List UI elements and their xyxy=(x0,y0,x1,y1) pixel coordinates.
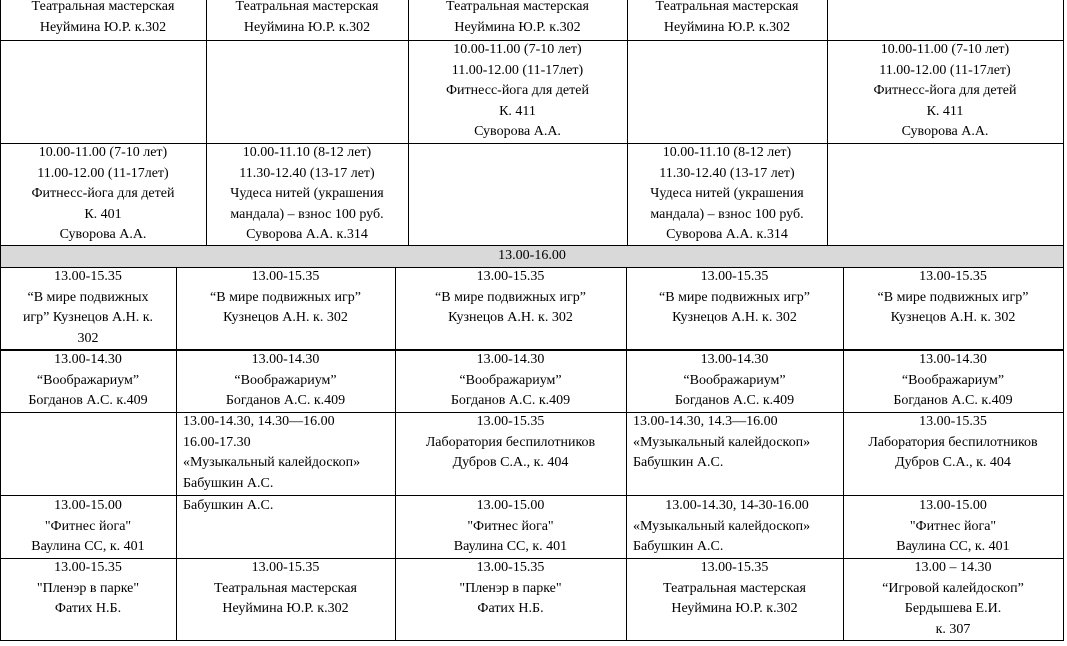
cell-line: 13.00-14.30 xyxy=(476,352,545,367)
cell-line: Театральная мастерская xyxy=(235,0,379,14)
cell-line: 13.00-14.30, 14-30-16.00 xyxy=(665,498,809,513)
cell-line: Театральная мастерская xyxy=(31,0,175,14)
cell-line: “Воображариум” xyxy=(683,372,786,388)
cell-line: Кузнецов А.Н. к. 302 xyxy=(890,310,1016,325)
cell-line: “В мире подвижных xyxy=(27,289,149,305)
cell-imagin-c3 xyxy=(395,350,626,412)
cell-line: Фитнесс-йога для детей xyxy=(873,83,1017,98)
cell-fitness-c5 xyxy=(827,40,1063,143)
cell-last-c3 xyxy=(395,558,626,620)
cell-line: Богданов А.С. к.409 xyxy=(450,393,571,408)
cell-line: «Музыкальный калейдоскоп» xyxy=(633,434,811,450)
cell-line: 10.00-11.00 (7-10 лет) xyxy=(880,42,1010,57)
cell-line: Ваулина СС, к. 401 xyxy=(896,539,1010,554)
cell-line: 13.00-15.00 xyxy=(476,498,545,513)
cell-drones-c5 xyxy=(843,412,1063,474)
cell-line: Бабушкин А.С. xyxy=(183,498,274,513)
cell-line: Театральная мастерская xyxy=(214,580,357,596)
cell-line: Фитнесс-йога для детей xyxy=(446,83,589,98)
cell-line: 13.00-15.00 xyxy=(54,498,122,513)
cell-line: 13.00-15.00 xyxy=(919,498,987,513)
cell-mixed-c2 xyxy=(206,143,408,246)
cell-line: Неуймина Ю.Р. к.302 xyxy=(663,19,791,35)
cell-line: «Музыкальный калейдоскоп» xyxy=(633,518,811,534)
cell-line: 13.00-14.30 xyxy=(700,352,769,367)
cell-theatre-c3 xyxy=(408,0,627,38)
cell-imagin-c5 xyxy=(843,350,1063,412)
cell-last-c1 xyxy=(0,558,176,620)
cell-line: Суворова А.А. xyxy=(901,124,989,139)
cell-theatre-c4 xyxy=(627,0,827,38)
cell-line: Богданов А.С. к.409 xyxy=(28,393,148,408)
cell-line: Бабушкин А.С. xyxy=(633,539,724,554)
cell-line: Дубров С.А., к. 404 xyxy=(452,455,569,470)
cell-music-c2 xyxy=(176,412,395,494)
cell-mixed-c4 xyxy=(627,143,827,246)
cell-line: “В мире подвижных игр” xyxy=(210,289,361,305)
cell-line: К. 411 xyxy=(499,103,536,119)
cell-line: Театральная мастерская xyxy=(446,0,589,14)
cell-last-c4 xyxy=(626,558,843,620)
cell-line: 13.00-15.35 xyxy=(251,560,320,575)
cell-line: Лаборатория беспилотников xyxy=(868,434,1038,450)
cell-line: "Пленэр в парке" xyxy=(36,580,140,596)
cell-line: Фитнесс-йога для детей xyxy=(31,186,175,201)
cell-line: Театральная мастерская xyxy=(663,580,806,596)
cell-line: “Игровой калейдоскоп” xyxy=(882,580,1024,596)
cell-line: 13.00-15.35 xyxy=(700,560,769,575)
cell-line: Чудеса нитей (украшения xyxy=(650,186,804,201)
cell-line: 13.00-15.35 xyxy=(476,269,545,284)
cell-line: 13.00-14.30, 14.3—16.00 xyxy=(633,414,778,429)
cell-line: 13.00-15.35 xyxy=(54,269,122,284)
cell-line: "Пленэр в парке" xyxy=(459,580,562,596)
cell-line: Неуймина Ю.Р. к.302 xyxy=(454,19,581,35)
cell-line: 11.00-12.00 (11-17лет) xyxy=(879,62,1011,78)
cell-line: “В мире подвижных игр” xyxy=(877,289,1029,305)
col-divider xyxy=(1063,0,1064,246)
cell-line: Суворова А.А. к.314 xyxy=(666,227,788,242)
cell-line: "Фитнес йога" xyxy=(467,518,554,534)
cell-line: 13.00-15.35 xyxy=(476,414,545,429)
cell-line: “Воображариум” xyxy=(459,372,562,388)
cell-line: Суворова А.А. xyxy=(59,227,147,242)
cell-line: 13.00-15.35 xyxy=(476,560,545,575)
cell-line: Кузнецов А.Н. к. 302 xyxy=(672,310,797,325)
cell-games-c2 xyxy=(176,267,395,329)
cell-line: 11.30-12.40 (13-17 лет) xyxy=(239,165,375,181)
cell-line: “Воображариум” xyxy=(901,372,1005,388)
cell-theatre-c1 xyxy=(0,0,206,38)
cell-line: Бабушкин А.С. xyxy=(183,475,274,491)
cell-line: Фатих Н.Б. xyxy=(54,601,122,616)
cell-line: К. 411 xyxy=(926,103,964,119)
cell-line: 10.00-11.10 (8-12 лет) xyxy=(662,145,792,160)
cell-line: К. 401 xyxy=(84,206,122,222)
cell-line: 10.00-11.00 (7-10 лет) xyxy=(453,42,582,57)
cell-yoga-c5 xyxy=(843,496,1063,558)
cell-theatre-c2 xyxy=(206,0,408,38)
cell-line: Фатих Н.Б. xyxy=(477,601,544,616)
cell-line: Богданов А.С. к.409 xyxy=(893,393,1013,408)
row-divider xyxy=(0,640,1064,641)
cell-fitness-c3 xyxy=(408,40,627,143)
cell-line: Неуймина Ю.Р. к.302 xyxy=(671,601,798,616)
cell-line: 10.00-11.00 (7-10 лет) xyxy=(38,145,168,160)
cell-line: 13.00-15.35 xyxy=(700,269,769,284)
cell-line: 11.00-12.00 (11-17лет) xyxy=(451,62,584,78)
cell-line: 13.00-14.30 xyxy=(251,352,320,367)
cell-line: Лаборатория беспилотников xyxy=(425,434,596,450)
cell-line: Неуймина Ю.Р. к.302 xyxy=(222,601,349,616)
cell-line: 13.00-15.35 xyxy=(54,560,122,575)
cell-line: 13.00 – 14.30 xyxy=(914,560,992,575)
cell-yoga-c4 xyxy=(626,496,843,558)
cell-games-c5 xyxy=(843,267,1063,329)
cell-line: Дубров С.А., к. 404 xyxy=(895,455,1011,470)
cell-games-c3 xyxy=(395,267,626,329)
cell-line: 302 xyxy=(77,330,99,346)
cell-line: Неуймина Ю.Р. к.302 xyxy=(243,19,371,35)
cell-drones-c3 xyxy=(395,412,626,474)
cell-line: 16.00-17.30 xyxy=(183,434,251,450)
cell-line: "Фитнес йога" xyxy=(44,518,132,534)
cell-line: 10.00-11.10 (8-12 лет) xyxy=(242,145,372,160)
cell-line: Бабушкин А.С. xyxy=(633,455,724,470)
cell-line: Кузнецов А.Н. к. 302 xyxy=(448,310,573,325)
cell-line: мандала) – взнос 100 руб. xyxy=(650,206,804,222)
col-divider xyxy=(1063,267,1064,641)
cell-line: к. 307 xyxy=(935,621,971,637)
cell-line: «Музыкальный калейдоскоп» xyxy=(183,455,361,470)
cell-imagin-c2 xyxy=(176,350,395,412)
cell-line: 13.00-15.35 xyxy=(251,269,320,284)
cell-line: Неуймина Ю.Р. к.302 xyxy=(39,19,167,35)
cell-line: мандала) – взнос 100 руб. xyxy=(230,206,384,222)
cell-mixed-c1 xyxy=(0,143,206,246)
time-band-label: 13.00-16.00 xyxy=(498,248,566,263)
cell-games-c4 xyxy=(626,267,843,329)
cell-line: Чудеса нитей (украшения xyxy=(230,186,384,201)
cell-line: 13.00-14.30, 14.30—16.00 xyxy=(183,414,335,429)
cell-line: Ваулина СС, к. 401 xyxy=(453,539,568,554)
cell-line: Суворова А.А. к.314 xyxy=(246,227,368,242)
cell-line: 11.30-12.40 (13-17 лет) xyxy=(659,165,795,181)
cell-last-c5 xyxy=(843,558,1063,640)
cell-line: “Воображариум” xyxy=(36,372,140,388)
cell-line: 13.00-15.35 xyxy=(919,269,987,284)
cell-line: "Фитнес йога" xyxy=(909,518,997,534)
cell-line: “Воображариум” xyxy=(234,372,337,388)
cell-line: “В мире подвижных игр” xyxy=(659,289,810,305)
cell-yoga-c2 xyxy=(176,496,395,517)
cell-last-c2 xyxy=(176,558,395,620)
cell-line: игр” Кузнецов А.Н. к. xyxy=(22,310,154,325)
cell-line: Бердышева Е.И. xyxy=(904,601,1002,616)
cell-line: 13.00-14.30 xyxy=(54,352,122,367)
cell-line: 13.00-15.35 xyxy=(919,414,987,429)
cell-imagin-c1 xyxy=(0,350,176,412)
cell-line: 11.00-12.00 (11-17лет) xyxy=(37,165,169,181)
cell-line: 13.00-14.30 xyxy=(919,352,987,367)
cell-yoga-c3 xyxy=(395,496,626,558)
cell-line: Суворова А.А. xyxy=(474,124,561,139)
cell-line: Богданов А.С. к.409 xyxy=(674,393,795,408)
cell-yoga-c1 xyxy=(0,496,176,558)
cell-music-c4 xyxy=(626,412,843,474)
cell-line: Ваулина СС, к. 401 xyxy=(31,539,145,554)
cell-imagin-c4 xyxy=(626,350,843,412)
cell-line: Кузнецов А.Н. к. 302 xyxy=(223,310,348,325)
cell-games-c1 xyxy=(0,267,176,349)
cell-line: Богданов А.С. к.409 xyxy=(225,393,346,408)
cell-line: “В мире подвижных игр” xyxy=(435,289,586,305)
cell-line: Театральная мастерская xyxy=(655,0,799,14)
